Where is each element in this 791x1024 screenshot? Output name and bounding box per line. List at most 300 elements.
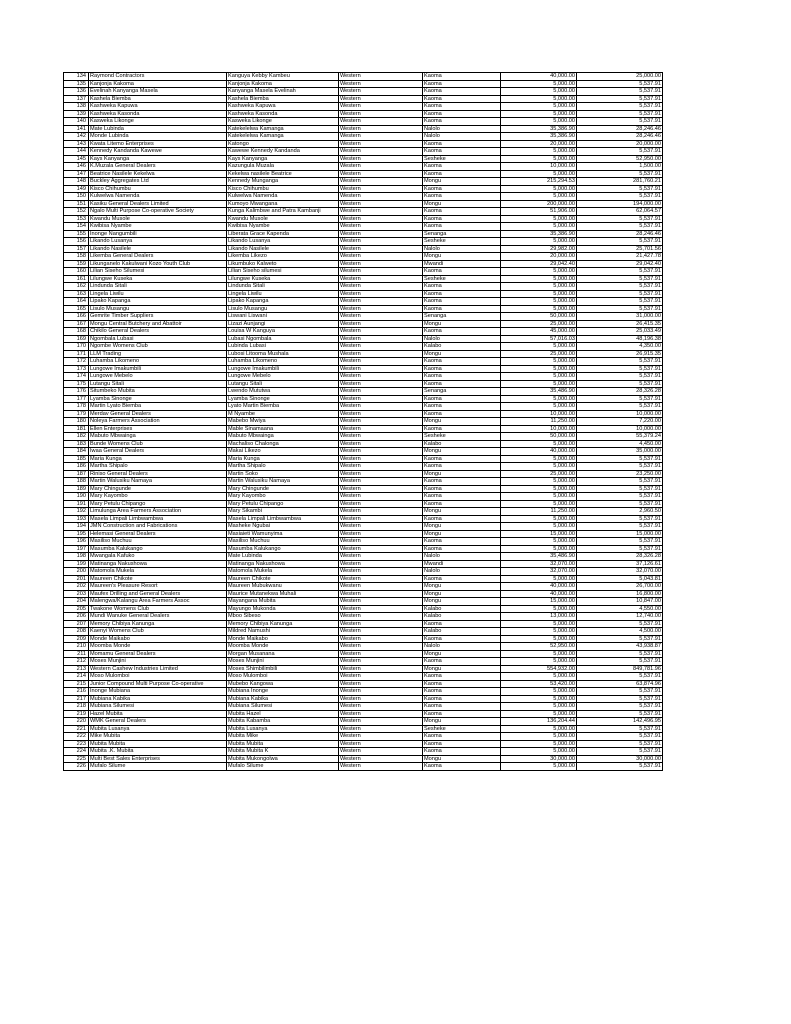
balance-cell: 55,379.24 [577, 433, 663, 441]
contact-name-cell: Masela Limpali Limbwambwa [227, 515, 339, 523]
province-cell: Western [339, 155, 423, 163]
table-row [64, 230, 663, 238]
district-cell: Kaoma [423, 478, 501, 486]
row-number-cell: 155 [64, 230, 89, 238]
district-cell: Mongu [423, 418, 501, 426]
province-cell: Western [339, 395, 423, 403]
business-name-cell: Masiliso Muchuu [89, 538, 227, 546]
business-name-cell: Mary Kayombo [89, 493, 227, 501]
amount-cell: 5,000.00 [501, 703, 577, 711]
row-number-cell: 159 [64, 260, 89, 268]
balance-cell: 5,537.91 [577, 733, 663, 741]
contact-name-cell: Masumba Kalukango [227, 545, 339, 553]
district-cell: Mongu [423, 650, 501, 658]
balance-cell: 5,537.91 [577, 703, 663, 711]
row-number-cell: 213 [64, 665, 89, 673]
contact-name-cell: Luhamba Likomeno [227, 358, 339, 366]
table-row [64, 110, 663, 118]
amount-cell: 5,000.00 [501, 283, 577, 291]
business-name-cell: LLM Trading [89, 350, 227, 358]
business-name-cell: Lindunda Sitali [89, 283, 227, 291]
row-number-cell: 201 [64, 575, 89, 583]
balance-cell: 4,350.00 [577, 343, 663, 351]
province-cell: Western [339, 380, 423, 388]
balance-cell: 26,700.00 [577, 583, 663, 591]
amount-cell: 5,000.00 [501, 380, 577, 388]
contact-name-cell: Lindunda Sitali [227, 283, 339, 291]
business-name-cell: Limulunga Area Farmers Association [89, 508, 227, 516]
amount-cell: 5,000.00 [501, 635, 577, 643]
province-cell: Western [339, 703, 423, 711]
balance-cell: 21,427.78 [577, 253, 663, 261]
contact-name-cell: Masiaieti Wamunyima [227, 530, 339, 538]
contact-name-cell: Louisa W Kanguya [227, 328, 339, 336]
business-name-cell: Momamu General Dealers [89, 650, 227, 658]
province-cell: Western [339, 403, 423, 411]
district-cell: Kaoma [423, 575, 501, 583]
row-number-cell: 197 [64, 545, 89, 553]
business-name-cell: Maria Kunga [89, 455, 227, 463]
amount-cell: 57,016.03 [501, 335, 577, 343]
amount-cell: 35,486.90 [501, 388, 577, 396]
province-cell: Western [339, 680, 423, 688]
contact-name-cell: Mabuto Mbwainga [227, 433, 339, 441]
table-row [64, 643, 663, 651]
balance-cell: 4,500.00 [577, 628, 663, 636]
business-name-cell: Luhamba Likomeno [89, 358, 227, 366]
table-row [64, 80, 663, 88]
amount-cell: 5,000.00 [501, 740, 577, 748]
amount-cell: 25,000.00 [501, 320, 577, 328]
district-cell: Sesheke [423, 275, 501, 283]
contact-name-cell: Lipako Kapanga [227, 298, 339, 306]
business-name-cell: Kwandu Musole [89, 215, 227, 223]
amount-cell: 5,000.00 [501, 710, 577, 718]
row-number-cell: 147 [64, 170, 89, 178]
contact-name-cell: Maria Kunga [227, 455, 339, 463]
province-cell: Western [339, 553, 423, 561]
district-cell: Kaoma [423, 193, 501, 201]
table-row [64, 463, 663, 471]
business-name-cell: Lisulo Musangu [89, 305, 227, 313]
amount-cell: 35,486.90 [501, 553, 577, 561]
balance-cell: 29,042.40 [577, 260, 663, 268]
business-name-cell: Kasweka Likonge [89, 118, 227, 126]
amount-cell: 5,000.00 [501, 500, 577, 508]
business-name-cell: Martin Lyato Biemba [89, 403, 227, 411]
district-cell: Sesheke [423, 155, 501, 163]
district-cell: Kaoma [423, 140, 501, 148]
province-cell: Western [339, 223, 423, 231]
table-row [64, 178, 663, 186]
row-number-cell: 156 [64, 238, 89, 246]
district-cell: Kalabo [423, 628, 501, 636]
balance-cell: 5,537.91 [577, 463, 663, 471]
province-cell: Western [339, 125, 423, 133]
balance-cell: 142,496.95 [577, 718, 663, 726]
amount-cell: 136,204.44 [501, 718, 577, 726]
contact-name-cell: Kennedy Munganga [227, 178, 339, 186]
business-name-cell: Likando Lusanya [89, 238, 227, 246]
business-name-cell: Matinanga Nakushowa [89, 560, 227, 568]
province-cell: Western [339, 418, 423, 426]
contact-name-cell: Mildred Namushi [227, 628, 339, 636]
row-number-cell: 141 [64, 125, 89, 133]
province-cell: Western [339, 110, 423, 118]
district-cell: Nalolo [423, 245, 501, 253]
row-number-cell: 135 [64, 80, 89, 88]
province-cell: Western [339, 350, 423, 358]
district-cell: Mongu [423, 253, 501, 261]
table-row [64, 275, 663, 283]
amount-cell: 30,000.00 [501, 755, 577, 763]
table-row [64, 380, 663, 388]
district-cell: Kaoma [423, 635, 501, 643]
table-row [64, 403, 663, 411]
business-name-cell: Twakone Womens Club [89, 605, 227, 613]
business-name-cell: Gemrite Timber Suppliers [89, 313, 227, 321]
table-row [64, 245, 663, 253]
business-name-cell: Mate Lubinda [89, 125, 227, 133]
amount-cell: 25,000.00 [501, 350, 577, 358]
contact-name-cell: Katongo [227, 140, 339, 148]
table-row [64, 598, 663, 606]
district-cell: Mongu [423, 530, 501, 538]
table-row [64, 575, 663, 583]
amount-cell: 5,000.00 [501, 193, 577, 201]
balance-cell: 5,537.91 [577, 118, 663, 126]
district-cell: Kalabo [423, 440, 501, 448]
province-cell: Western [339, 163, 423, 171]
row-number-cell: 222 [64, 733, 89, 741]
row-number-cell: 153 [64, 215, 89, 223]
row-number-cell: 180 [64, 418, 89, 426]
district-cell: Kaoma [423, 118, 501, 126]
balance-cell: 15,000.00 [577, 530, 663, 538]
balance-cell: 5,537.91 [577, 95, 663, 103]
contact-name-cell: Moses Shimbilimbili [227, 665, 339, 673]
district-cell: Kaoma [423, 110, 501, 118]
business-name-cell: Lipako Kapanga [89, 298, 227, 306]
table-row [64, 103, 663, 111]
contact-name-cell: Likando Lusanya [227, 238, 339, 246]
row-number-cell: 215 [64, 680, 89, 688]
business-name-cell: Helemasi General Dealers [89, 530, 227, 538]
contact-name-cell: Lungowe Mebelo [227, 373, 339, 381]
province-cell: Western [339, 80, 423, 88]
province-cell: Western [339, 170, 423, 178]
amount-cell: 5,000.00 [501, 463, 577, 471]
district-cell: Mongu [423, 350, 501, 358]
district-cell: Mongu [423, 178, 501, 186]
row-number-cell: 176 [64, 388, 89, 396]
business-name-cell: Kwibisa Nyambe [89, 223, 227, 231]
amount-cell: 20,000.00 [501, 253, 577, 261]
row-number-cell: 139 [64, 110, 89, 118]
table-row [64, 320, 663, 328]
balance-cell: 849,781.96 [577, 665, 663, 673]
district-cell: Mongu [423, 200, 501, 208]
amount-cell: 5,000.00 [501, 545, 577, 553]
contact-name-cell: Kanguya Kebby Kambeu [227, 73, 339, 81]
contact-name-cell: M Nyambe [227, 410, 339, 418]
table-row [64, 88, 663, 96]
data-table [63, 72, 663, 771]
province-cell: Western [339, 238, 423, 246]
business-name-cell: Western Cashew Industries Limited [89, 665, 227, 673]
district-cell: Mongu [423, 508, 501, 516]
province-cell: Western [339, 605, 423, 613]
district-cell: Kaoma [423, 688, 501, 696]
contact-name-cell: Mable Sinamaana [227, 425, 339, 433]
balance-cell: 5,537.91 [577, 365, 663, 373]
district-cell: Kaoma [423, 163, 501, 171]
province-cell: Western [339, 260, 423, 268]
province-cell: Western [339, 118, 423, 126]
balance-cell: 5,537.91 [577, 395, 663, 403]
amount-cell: 215,294.53 [501, 178, 577, 186]
contact-name-cell: Kashweka Kapuwa [227, 103, 339, 111]
amount-cell: 15,000.00 [501, 530, 577, 538]
province-cell: Western [339, 73, 423, 81]
balance-cell: 5,537.91 [577, 748, 663, 756]
district-cell: Kaoma [423, 358, 501, 366]
row-number-cell: 226 [64, 763, 89, 771]
amount-cell: 5,000.00 [501, 223, 577, 231]
contact-name-cell: Likumbuko Kalweto [227, 260, 339, 268]
table-row [64, 155, 663, 163]
balance-cell: 2,960.50 [577, 508, 663, 516]
contact-name-cell: Mabebo Mwiya [227, 418, 339, 426]
district-cell: Senanga [423, 230, 501, 238]
contact-name-cell: Kays Kanyanga [227, 155, 339, 163]
balance-cell: 5,537.91 [577, 478, 663, 486]
amount-cell: 5,000.00 [501, 575, 577, 583]
province-cell: Western [339, 613, 423, 621]
contact-name-cell: Mayangana Mubita [227, 598, 339, 606]
province-cell: Western [339, 493, 423, 501]
business-name-cell: Kays Kanyanga [89, 155, 227, 163]
row-number-cell: 166 [64, 313, 89, 321]
balance-cell: 20,000.00 [577, 140, 663, 148]
contact-name-cell: Lubinda Lubasi [227, 343, 339, 351]
balance-cell: 5,537.91 [577, 523, 663, 531]
row-number-cell: 145 [64, 155, 89, 163]
province-cell: Western [339, 440, 423, 448]
province-cell: Western [339, 425, 423, 433]
balance-cell: 5,537.91 [577, 493, 663, 501]
balance-cell: 5,537.91 [577, 455, 663, 463]
business-name-cell: Maufex Drilling and General Dealers [89, 590, 227, 598]
balance-cell: 10,000.00 [577, 410, 663, 418]
balance-cell: 16,800.00 [577, 590, 663, 598]
balance-cell: 5,537.91 [577, 635, 663, 643]
amount-cell: 32,070.00 [501, 560, 577, 568]
balance-cell: 63,874.96 [577, 680, 663, 688]
amount-cell: 5,000.00 [501, 763, 577, 771]
contact-name-cell: Mate Lubinda [227, 553, 339, 561]
amount-cell: 5,000.00 [501, 538, 577, 546]
business-name-cell: Riniso General Dealers [89, 470, 227, 478]
district-cell: Nalolo [423, 133, 501, 141]
table-row [64, 343, 663, 351]
amount-cell: 5,000.00 [501, 403, 577, 411]
district-cell: Kaoma [423, 703, 501, 711]
contact-name-cell: Mubebo Kangowa [227, 680, 339, 688]
amount-cell: 5,000.00 [501, 485, 577, 493]
balance-cell: 28,246.46 [577, 133, 663, 141]
business-name-cell: Multi Best Sales Enterprises [89, 755, 227, 763]
balance-cell: 12,740.00 [577, 613, 663, 621]
contact-name-cell: Moomba Monde [227, 643, 339, 651]
contact-name-cell: Lubasi Ngombala [227, 335, 339, 343]
balance-cell: 5,537.91 [577, 650, 663, 658]
amount-cell: 29,042.40 [501, 260, 577, 268]
balance-cell: 26,415.35 [577, 320, 663, 328]
province-cell: Western [339, 673, 423, 681]
district-cell: Kaoma [423, 463, 501, 471]
district-cell: Mongu [423, 583, 501, 591]
row-number-cell: 137 [64, 95, 89, 103]
province-cell: Western [339, 620, 423, 628]
province-cell: Western [339, 643, 423, 651]
balance-cell: 5,537.91 [577, 710, 663, 718]
contact-name-cell: Lisulo Musangu [227, 305, 339, 313]
district-cell: Kaoma [423, 403, 501, 411]
business-name-cell: Iwaa General Dealers [89, 448, 227, 456]
amount-cell: 5,000.00 [501, 95, 577, 103]
amount-cell: 29,982.00 [501, 245, 577, 253]
district-cell: Kaoma [423, 620, 501, 628]
table-row [64, 118, 663, 126]
province-cell: Western [339, 95, 423, 103]
row-number-cell: 169 [64, 335, 89, 343]
province-cell: Western [339, 373, 423, 381]
table-row [64, 538, 663, 546]
table-row [64, 223, 663, 231]
balance-cell: 25,033.49 [577, 328, 663, 336]
business-name-cell: Evelinah Kanyanga Masela [89, 88, 227, 96]
district-cell: Senanga [423, 388, 501, 396]
row-number-cell: 220 [64, 718, 89, 726]
province-cell: Western [339, 185, 423, 193]
balance-cell: 25,701.56 [577, 245, 663, 253]
business-name-cell: Kashela Biemba [89, 95, 227, 103]
business-name-cell: Matomola Mukela [89, 568, 227, 576]
contact-name-cell: Lwendo Mututwa [227, 388, 339, 396]
district-cell: Mwandi [423, 560, 501, 568]
province-cell: Western [339, 478, 423, 486]
table-row [64, 613, 663, 621]
balance-cell: 28,326.28 [577, 388, 663, 396]
contact-name-cell: Monde Maikabo [227, 635, 339, 643]
contact-name-cell: Liswani Liswani [227, 313, 339, 321]
contact-name-cell: Matomola Mukela [227, 568, 339, 576]
balance-cell: 30,000.00 [577, 755, 663, 763]
amount-cell: 5,000.00 [501, 478, 577, 486]
amount-cell: 5,000.00 [501, 365, 577, 373]
row-number-cell: 189 [64, 485, 89, 493]
district-cell: Kaoma [423, 515, 501, 523]
contact-name-cell: Kashweka Kasonda [227, 110, 339, 118]
district-cell: Kaoma [423, 215, 501, 223]
amount-cell: 5,000.00 [501, 80, 577, 88]
row-number-cell: 138 [64, 103, 89, 111]
business-name-cell: Mufalo Silume [89, 763, 227, 771]
business-name-cell: Lilungwe Kuseka [89, 275, 227, 283]
amount-cell: 5,000.00 [501, 118, 577, 126]
province-cell: Western [339, 290, 423, 298]
table-row [64, 628, 663, 636]
balance-cell: 5,537.91 [577, 268, 663, 276]
table-row [64, 583, 663, 591]
district-cell: Kalabo [423, 343, 501, 351]
business-name-cell: Monde Lubinda [89, 133, 227, 141]
row-number-cell: 209 [64, 635, 89, 643]
table-row [64, 448, 663, 456]
contact-name-cell: Likando Nasilele [227, 245, 339, 253]
district-cell: Nalolo [423, 553, 501, 561]
table-row [64, 478, 663, 486]
district-cell: Kaoma [423, 500, 501, 508]
business-name-cell: Inonge Nangumbili [89, 230, 227, 238]
balance-cell: 5,537.91 [577, 373, 663, 381]
row-number-cell: 144 [64, 148, 89, 156]
amount-cell: 53,420.00 [501, 680, 577, 688]
amount-cell: 5,000.00 [501, 148, 577, 156]
balance-cell: 28,326.28 [577, 553, 663, 561]
balance-cell: 5,537.91 [577, 763, 663, 771]
row-number-cell: 143 [64, 140, 89, 148]
business-name-cell: Mubita Mubita [89, 740, 227, 748]
balance-cell: 5,537.91 [577, 500, 663, 508]
row-number-cell: 183 [64, 440, 89, 448]
row-number-cell: 199 [64, 560, 89, 568]
province-cell: Western [339, 733, 423, 741]
district-cell: Kaoma [423, 365, 501, 373]
province-cell: Western [339, 448, 423, 456]
row-number-cell: 158 [64, 253, 89, 261]
district-cell: Kaoma [423, 740, 501, 748]
amount-cell: 13,000.00 [501, 613, 577, 621]
district-cell: Kaoma [423, 493, 501, 501]
row-number-cell: 152 [64, 208, 89, 216]
business-name-cell: Memory Chibiya Kanunga [89, 620, 227, 628]
province-cell: Western [339, 688, 423, 696]
row-number-cell: 191 [64, 500, 89, 508]
row-number-cell: 216 [64, 688, 89, 696]
amount-cell: 5,000.00 [501, 605, 577, 613]
province-cell: Western [339, 635, 423, 643]
province-cell: Western [339, 628, 423, 636]
row-number-cell: 173 [64, 365, 89, 373]
district-cell: Kaoma [423, 268, 501, 276]
contact-name-cell: Lungowe Imakumbili [227, 365, 339, 373]
amount-cell: 5,000.00 [501, 103, 577, 111]
contact-name-cell: Kasweka Likonge [227, 118, 339, 126]
province-cell: Western [339, 665, 423, 673]
province-cell: Western [339, 313, 423, 321]
balance-cell: 28,246.46 [577, 125, 663, 133]
balance-cell: 5,537.91 [577, 740, 663, 748]
table-row [64, 425, 663, 433]
contact-name-cell: Likemba Likezo [227, 253, 339, 261]
balance-cell: 5,537.91 [577, 485, 663, 493]
table-row [64, 125, 663, 133]
contact-name-cell: Kunga Kalimbwe and Patra Kambanji [227, 208, 339, 216]
contact-name-cell: Kwibisa Nyambe [227, 223, 339, 231]
table-row [64, 755, 663, 763]
